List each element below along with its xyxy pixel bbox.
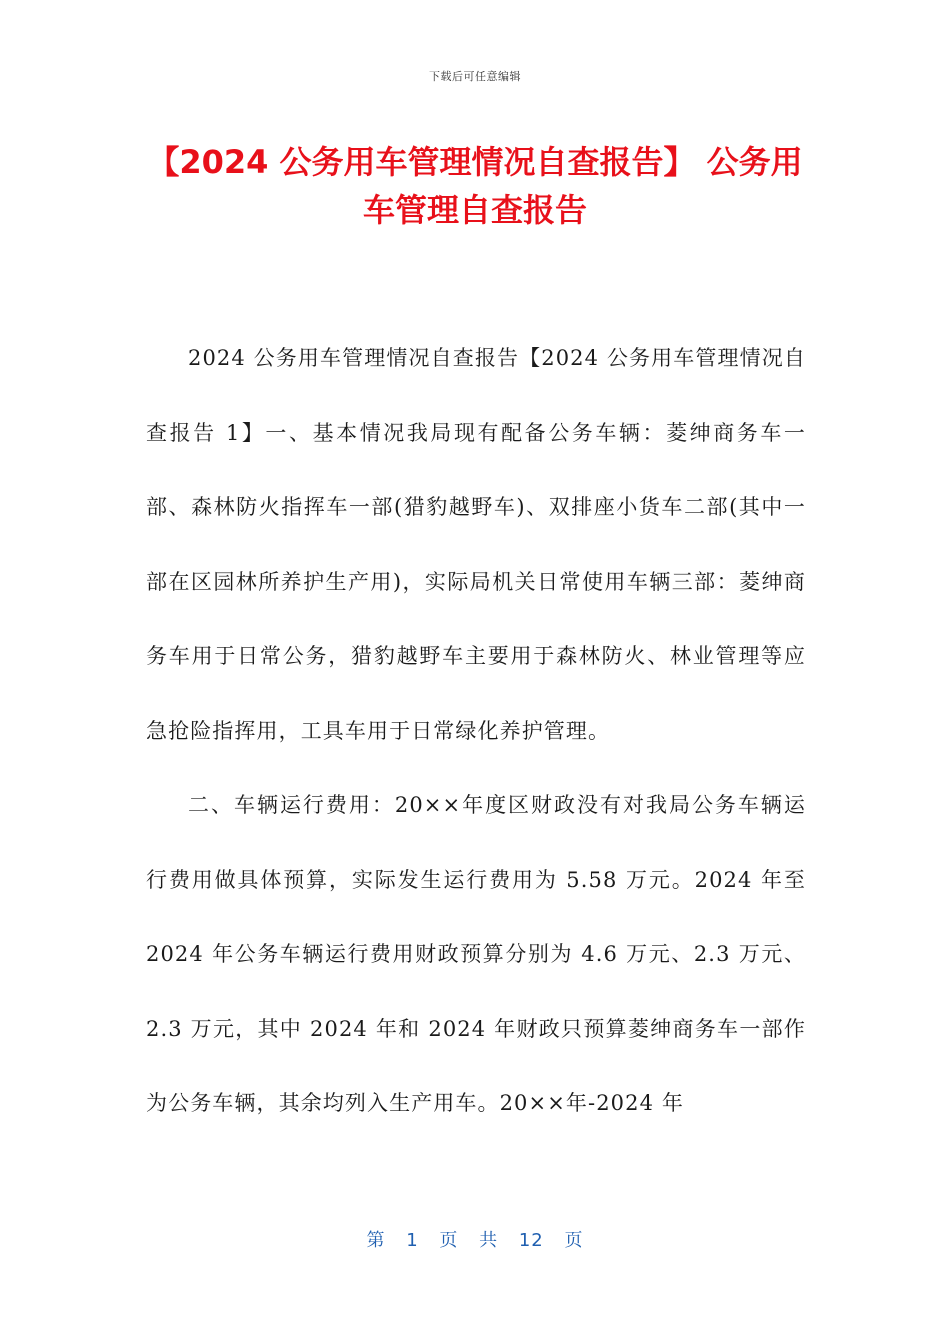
paragraph-1: 2024 公务用车管理情况自查报告【2024 公务用车管理情况自查报告 1】一、基本情况我局现有配备公务车辆：菱绅商务车一部、森林防火指挥车一部(猎豹越野车)、双排座小货车二部(其中一部在区园林所养护生产用)，实际局机关日常使用车辆三部：菱绅商务车用于日常公务，猎豹越野车主要用于森林防火、林业管理等应急抢险指挥用，工具车用于日常绿化养护管理。 — [146, 346, 806, 743]
document-body — [146, 321, 806, 1141]
header-note: 下载后可任意编辑 — [429, 70, 521, 83]
document-title: 【2024 公务用车管理情况自查报告】 公务用车管理自查报告 — [147, 143, 803, 229]
paragraph-2: 二、车辆运行费用：20××年度区财政没有对我局公务车辆运行费用做具体预算，实际发生运行费用为 5.58 万元。2024 年至 2024 年公务车辆运行费用财政预算分别为 4.6 万元、2.3 万元、2.3 万元，其中 2024 年和 2024 年财政只预算菱绅商务车一部作为公务车辆，其余均列入生产用车。20××年-2024 年 — [146, 793, 806, 1115]
page-footer: 第 1 页 共 12 页 — [366, 1230, 584, 1251]
